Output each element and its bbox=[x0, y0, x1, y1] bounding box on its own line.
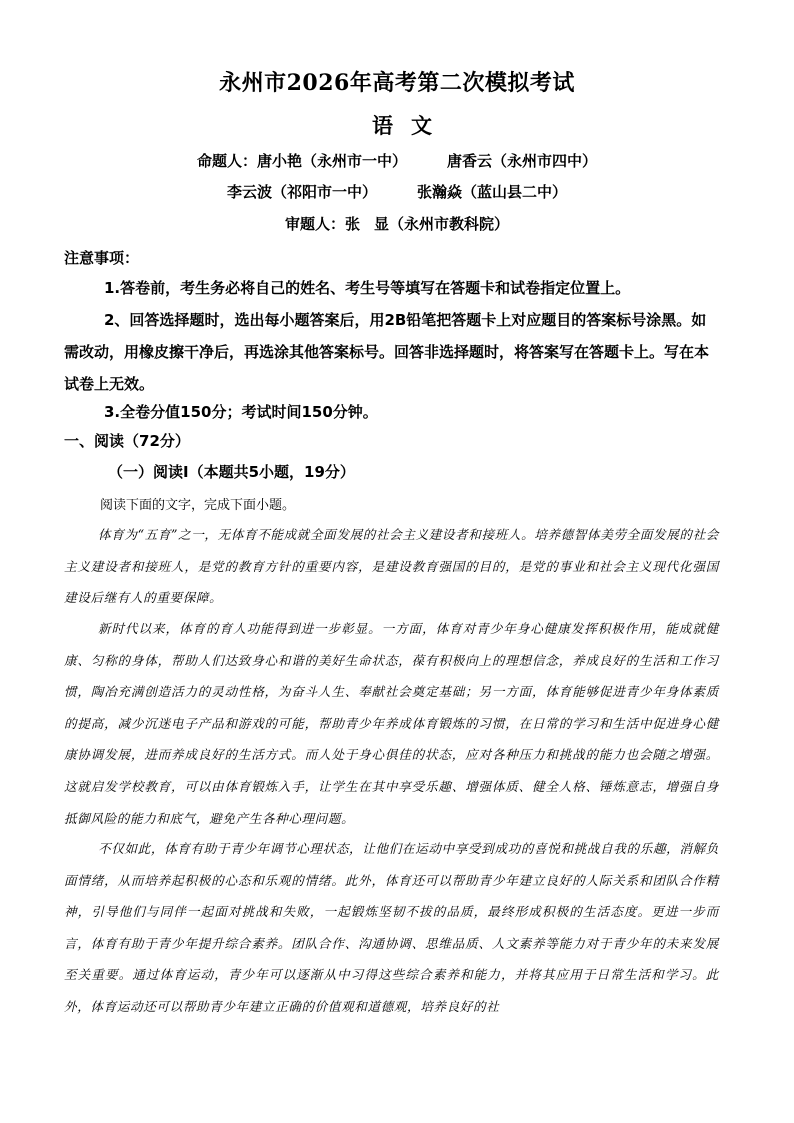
reviewer-name: 显（永州市教科院） bbox=[374, 215, 510, 233]
section-heading: 一、阅读（72分） bbox=[64, 432, 190, 450]
note-item-3: 3.全卷分值150分；考试时间150分钟。 bbox=[104, 403, 378, 421]
author-1: 唐小艳（永州市一中） bbox=[256, 152, 407, 170]
reviewer-row bbox=[0, 213, 794, 234]
notes-heading: 注意事项： bbox=[64, 249, 140, 267]
authors-label: 命题人： bbox=[196, 152, 257, 170]
passage-paragraph-1: 体育为“五育”之一，无体育不能成就全面发展的社会主义建设者和接班人。培养德智体美劳全面发展的社会主义建设者和接班人，是党的教育方针的重要内容，是建设教育强国的目的，是党的事业和社会主义现代化强国建设后继有人的重要保障。 bbox=[64, 527, 719, 606]
author-3: 李云波（祁阳市一中） bbox=[226, 183, 377, 201]
subsection-heading: （一）阅读Ⅰ（本题共5小题，19分） bbox=[108, 463, 355, 481]
passage-paragraph-2: 新时代以来，体育的育人功能得到进一步彰显。一方面，体育对青少年身心健康发挥积极作用，能成就健康、匀称的身体，帮助人们达致身心和谐的美好生命状态，葆有积极向上的理想信念，养成良好的生活和工作习惯，陶冶充满创造活力的灵动性格，为奋斗人生、奉献社会奠定基础；另一方面，体育能够促进青少年身体素质的提高，减少沉迷电子产品和游戏的可能，帮助青少年养成体育锻炼的习惯，在日常的学习和生活中促进身心健康协调发展，进而养成良好的生活方式。而人处于身心俱佳的状态，应对各种压力和挑战的能力也会随之增强。这就启发学校教育，可以由体育锻炼入手，让学生在其中享受乐趣、增强体质、健全人格、锤炼意志，增强自身抵御风险的能力和底气，避免产生各种心理问题。 bbox=[64, 621, 719, 826]
note-item-1: 1.答卷前，考生务必将自己的姓名、考生号等填写在答题卡和试卷指定位置上。 bbox=[104, 279, 631, 297]
authors-row-2 bbox=[0, 181, 794, 202]
author-4: 张瀚焱（蓝山县二中） bbox=[417, 183, 568, 201]
reviewer-label: 审题人：张 bbox=[284, 215, 360, 233]
note-item-2: 2、回答选择题时，选出每小题答案后，用2B铅笔把答题卡上对应题目的答案标号涂黑。如需改动，用橡皮擦干净后，再选涂其他答案标号。回答非选择题时，将答案写在答题卡上。写在本试卷上无效。 bbox=[64, 311, 710, 393]
passage-paragraph-3: 不仅如此，体育有助于青少年调节心理状态，让他们在运动中享受到成功的喜悦和挑战自我的乐趣，消解负面情绪，从而培养起积极的心态和乐观的情绪。此外，体育还可以帮助青少年建立良好的人际关系和团队合作精神，引导他们与同伴一起面对挑战和失败，一起锻炼坚韧不拔的品质，最终形成积极的生活态度。更进一步而言，体育有助于青少年提升综合素养。团队合作、沟通协调、思维品质、人文素养等能力对于青少年的未来发展至关重要。通过体育运动，青少年可以逐渐从中习得这些综合素养和能力，并将其应用于日常生活和学习。此外，体育运动还可以帮助青少年建立正确的价值观和道德观，培养良好的社 bbox=[64, 841, 719, 1014]
authors-row-1 bbox=[0, 150, 794, 171]
exam-title: 永州市2026年高考第二次模拟考试 bbox=[219, 70, 575, 96]
author-2: 唐香云（永州市四中） bbox=[447, 152, 598, 170]
reading-instruction: 阅读下面的文字，完成下面小题。 bbox=[100, 498, 296, 513]
subject-title: 语文 bbox=[372, 113, 450, 138]
